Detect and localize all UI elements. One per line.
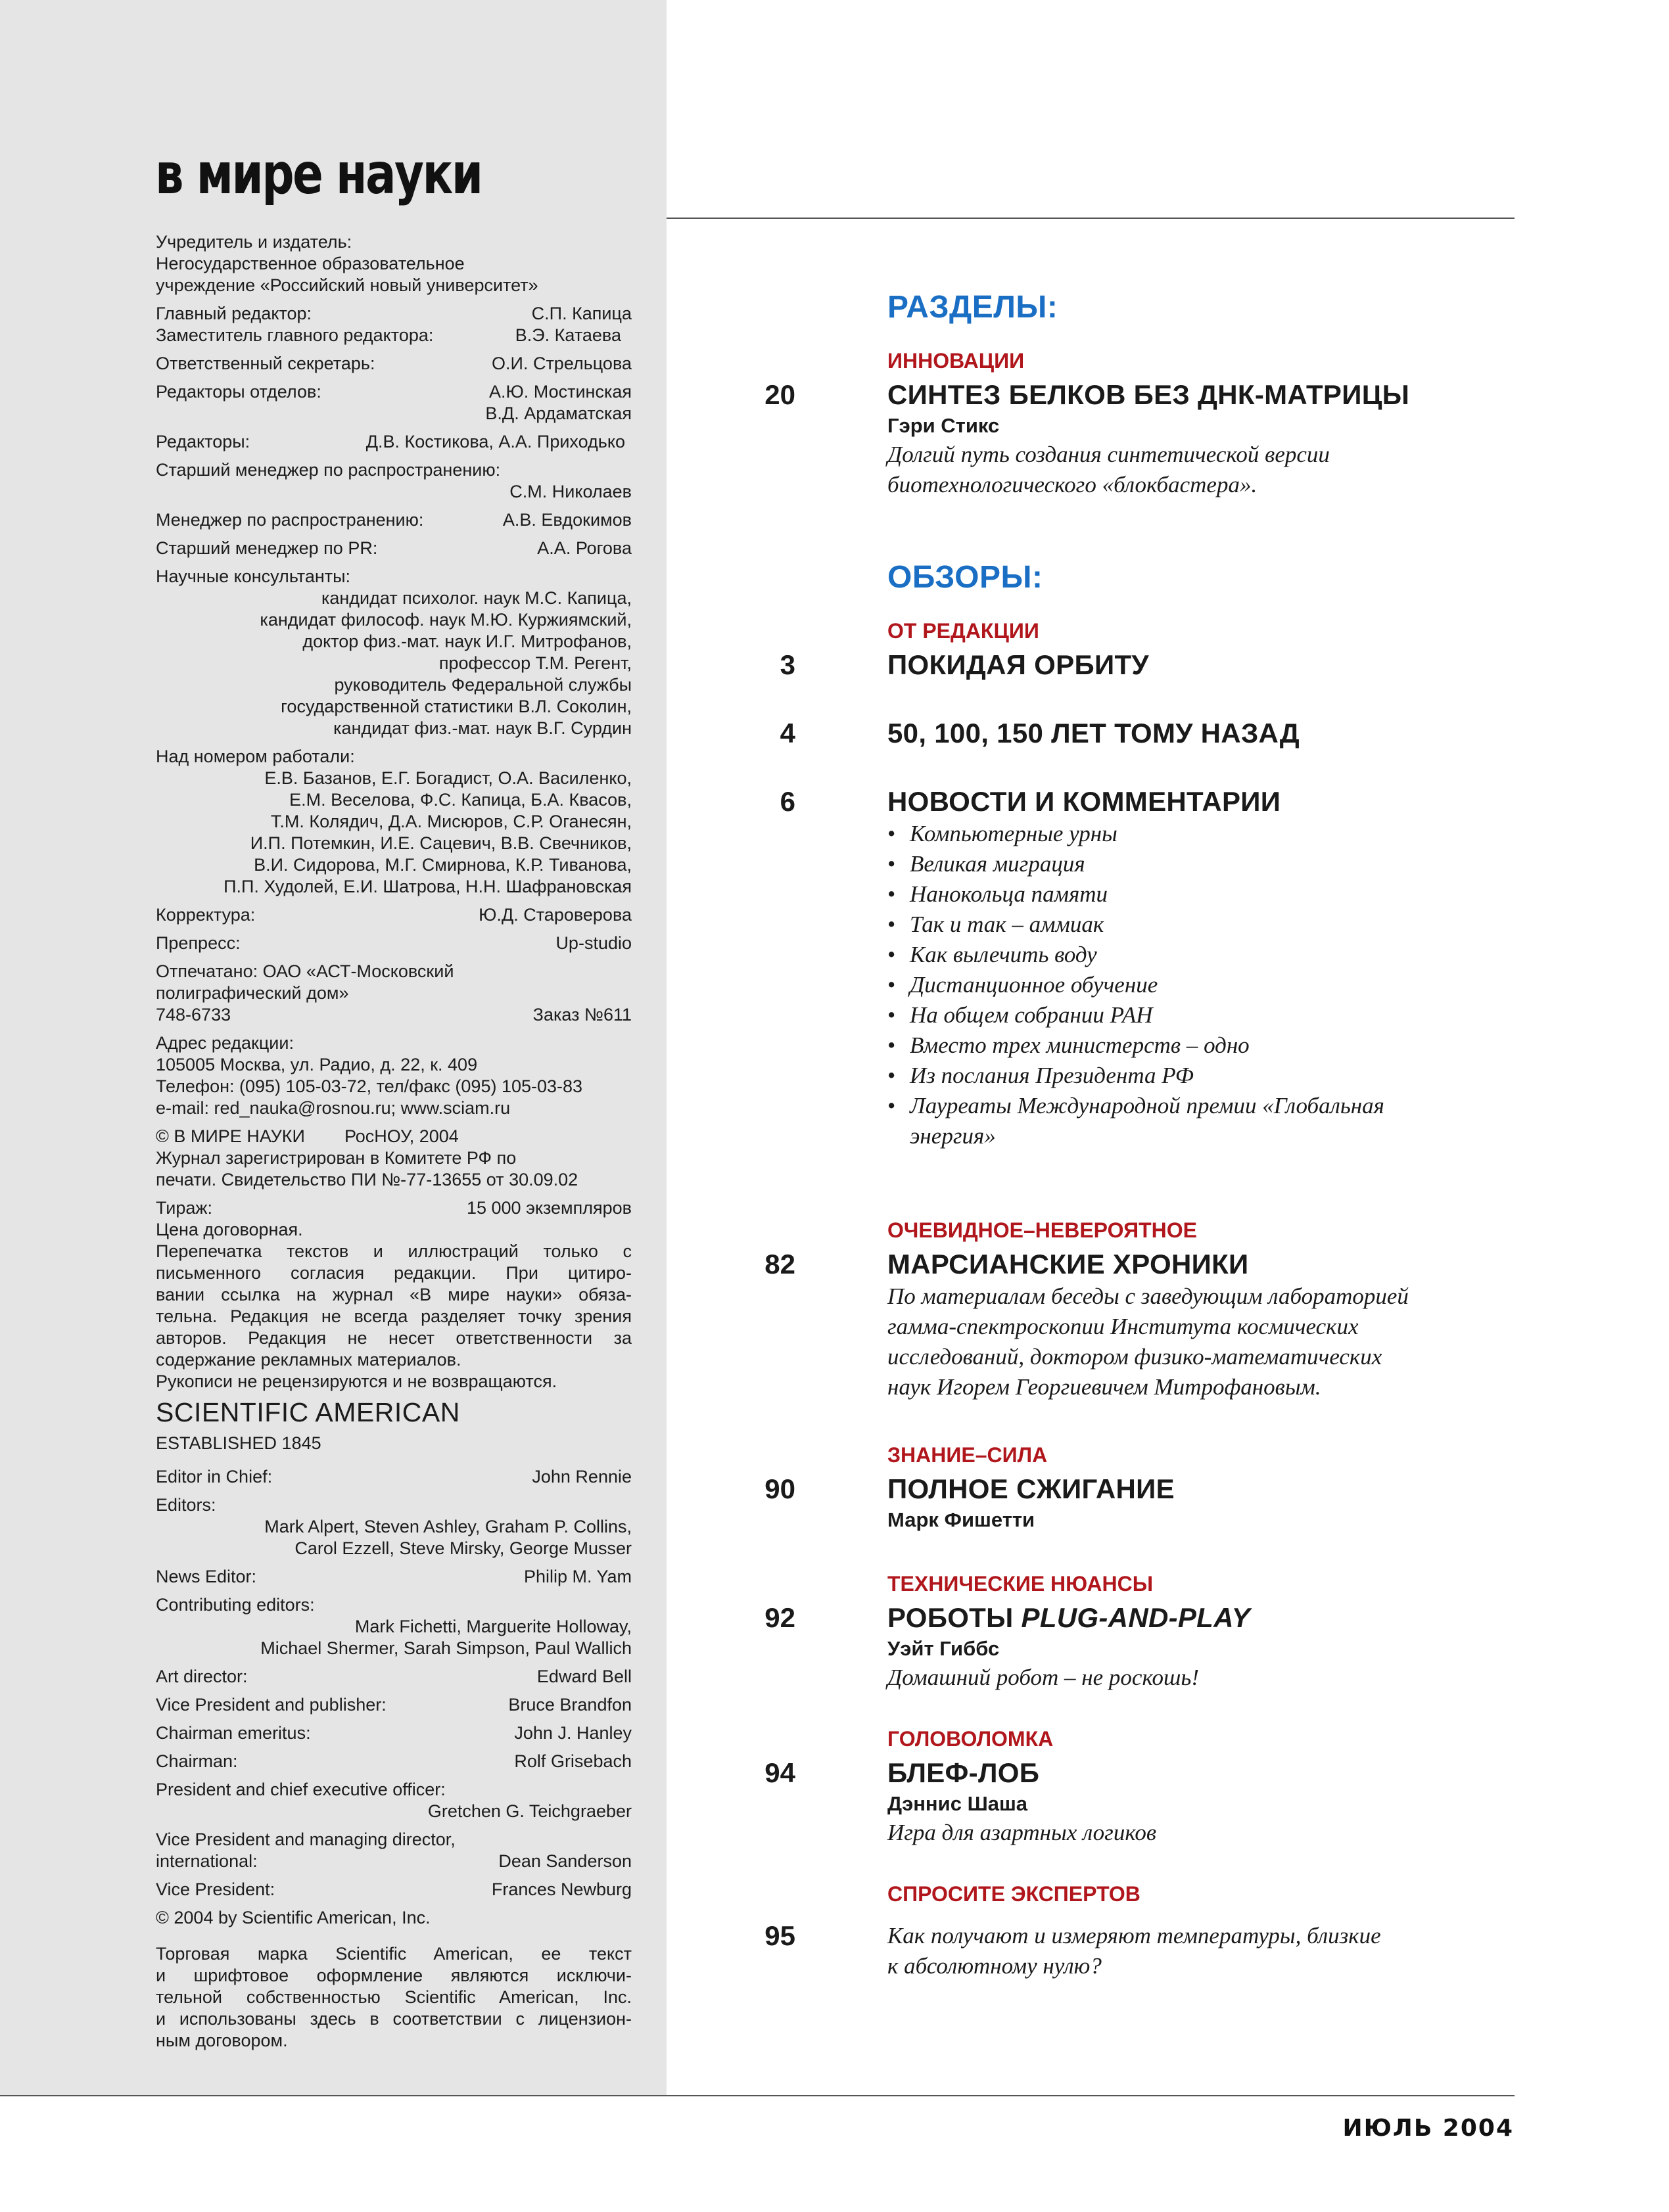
sa-news-row: News Editor: Philip M. Yam xyxy=(156,1567,632,1586)
news-item[interactable]: • Компьютерные урны xyxy=(887,819,1486,849)
article-author: Дэннис Шаша xyxy=(887,1792,1028,1815)
copyright-row: © В МИРЕ НАУКИ РосНОУ, 2004 xyxy=(156,1126,459,1146)
sa-vpmd-row: international: Dean Sanderson xyxy=(156,1851,632,1871)
rubric: ОЧЕВИДНОЕ–НЕВЕРОЯТНОЕ xyxy=(887,1218,1197,1242)
page-number: 82 xyxy=(764,1249,795,1279)
sa-vp-pub-row: Vice President and publisher: Bruce Brandfon xyxy=(156,1695,632,1715)
sa-vpmd-label: Vice President and managing director, xyxy=(156,1830,456,1849)
issue-date: ИЮЛЬ 2004 xyxy=(1342,2115,1514,2142)
sa-contrib-line: Michael Shermer, Sarah Simpson, Paul Wallich xyxy=(260,1638,632,1658)
page-number: 90 xyxy=(764,1473,795,1504)
consultant-line: кандидат философ. наук М.Ю. Куржиямский, xyxy=(260,610,632,630)
dist-row: Менеджер по распространению: А.В. Евдокимов xyxy=(156,510,632,530)
printer-line: полиграфический дом» xyxy=(156,983,349,1003)
address-line: Адрес редакции: xyxy=(156,1033,294,1053)
magazine-logo: в мире науки xyxy=(155,141,482,207)
address-line: e-mail: red_nauka@rosnou.ru; www.sciam.ru xyxy=(156,1098,511,1118)
toc-entry-innovations[interactable] xyxy=(723,348,1486,500)
sa-eic-row: Editor in Chief: John Rennie xyxy=(156,1467,632,1486)
article-title: ПОЛНОЕ СЖИГАНИЕ xyxy=(887,1473,1175,1504)
article-desc: гамма-спектроскопии Института космических xyxy=(887,1314,1359,1339)
order-row: 748-6733 Заказ №611 xyxy=(156,1005,632,1025)
news-item[interactable]: • Из послания Президента РФ xyxy=(887,1061,1486,1091)
news-item[interactable]: • Вместо трех министерств – одно xyxy=(887,1030,1486,1061)
article-title: РОБОТЫ PLUG-AND-PLAY xyxy=(887,1602,1250,1633)
sa-ceo-name: Gretchen G. Teichgraeber xyxy=(427,1801,632,1821)
page-number: 6 xyxy=(780,786,795,817)
prepress-row: Препресс: Up-studio xyxy=(156,933,632,953)
founder-line: учреждение «Российский новый университет» xyxy=(156,275,538,295)
sa-copyright: © 2004 by Scientific American, Inc. xyxy=(156,1908,431,1927)
page-number: 95 xyxy=(764,1920,795,1951)
article-title: ПОКИДАЯ ОРБИТУ xyxy=(887,649,1149,680)
consultant-line: кандидат физ.-мат. наук В.Г. Сурдин xyxy=(333,718,632,738)
proof-row: Корректура: Ю.Д. Староверова xyxy=(156,905,632,925)
rubric: ГОЛОВОЛОМКА xyxy=(887,1727,1054,1751)
deputy-editor-row: Заместитель главного редактора: В.Э. Катаева xyxy=(156,325,621,345)
masthead-credits xyxy=(156,231,632,2052)
article-title: МАРСИАНСКИЕ ХРОНИКИ xyxy=(887,1249,1249,1279)
reviews-heading: ОБЗОРЫ: xyxy=(887,560,1043,595)
sa-editors-label: Editors: xyxy=(156,1495,216,1515)
trademark-notice: Торговая марка Scientific American, ее текст и шрифтовое оформление являются исключи- тельной собственностью Scientific American, Inc. и использованы здесь в соответствии с лицензион- ным договором. xyxy=(156,1944,632,2050)
circulation-row: Тираж: 15 000 экземпляров xyxy=(156,1198,632,1218)
founder-line: Негосударственное образовательное xyxy=(156,254,465,273)
article-desc: Домашний робот – не роскошь! xyxy=(887,1665,1199,1690)
news-item[interactable]: • Великая миграция xyxy=(887,849,1486,879)
toc-entry-combustion[interactable] xyxy=(723,1442,1486,1534)
rubric: ЗНАНИЕ–СИЛА xyxy=(887,1443,1048,1467)
bottom-rule xyxy=(0,2095,1515,2096)
rubric: СПРОСИТЕ ЭКСПЕРТОВ xyxy=(887,1882,1140,1906)
sa-editors-line: Mark Alpert, Steven Ashley, Graham P. Collins, xyxy=(264,1517,632,1536)
article-desc: наук Игорем Георгиевичем Митрофановым. xyxy=(887,1374,1321,1400)
page-number: 94 xyxy=(764,1757,795,1788)
worked-line: Е.В. Базанов, Е.Г. Богадист, О.А. Василенко, xyxy=(264,768,632,788)
news-item[interactable]: • На общем собрании РАН xyxy=(887,1000,1486,1030)
page-number: 20 xyxy=(764,379,795,410)
news-item[interactable]: • Лауреаты Международной премии «Глобальная энергия» xyxy=(887,1091,1475,1151)
sections-heading: РАЗДЕЛЫ: xyxy=(887,290,1058,325)
worked-line: И.П. Потемкин, И.Е. Сацевич, В.В. Свечников, xyxy=(250,833,632,853)
worked-label: Над номером работали: xyxy=(156,747,355,766)
pr-row: Старший менеджер по PR: А.А. Рогова xyxy=(156,538,632,558)
price-line: Цена договорная. xyxy=(156,1220,303,1239)
toc-entry-robots[interactable] xyxy=(723,1571,1486,1693)
article-desc: исследований, доктором физико-математических xyxy=(887,1344,1382,1370)
dept-editor-line: В.Д. Ардаматская xyxy=(485,403,632,423)
sa-established: ESTABLISHED 1845 xyxy=(156,1433,321,1453)
consultant-line: руководитель Федеральной службы xyxy=(334,675,632,695)
page-number: 92 xyxy=(764,1602,795,1633)
news-list xyxy=(887,819,1486,1151)
article-desc: По материалам беседы с заведующим лабораторией xyxy=(887,1283,1409,1309)
sa-chair-row: Chairman: Rolf Grisebach xyxy=(156,1751,632,1771)
consultant-line: государственной статистики В.Л. Соколин, xyxy=(281,697,632,716)
article-title: 50, 100, 150 ЛЕТ ТОМУ НАЗАД xyxy=(887,718,1300,749)
manuscripts-line: Рукописи не рецензируются и не возвращаются. xyxy=(156,1371,557,1391)
article-author: Гэри Стикс xyxy=(887,414,1000,437)
worked-line: Т.М. Колядич, Д.А. Мисюров, С.Р. Оганесян, xyxy=(270,812,632,831)
consultant-line: доктор физ.-мат. наук И.Г. Митрофанов, xyxy=(302,632,632,651)
news-item[interactable]: • Дистанционное обучение xyxy=(887,970,1486,1000)
news-item[interactable]: • Как вылечить воду xyxy=(887,940,1486,970)
consultant-line: профессор Т.М. Регент, xyxy=(438,653,632,673)
registration-line: печати. Свидетельство ПИ №-77-13655 от 30.09.02 xyxy=(156,1170,578,1189)
senior-dist-name: С.М. Николаев xyxy=(509,482,632,501)
sa-ceo-label: President and chief executive officer: xyxy=(156,1780,446,1799)
sa-vp-row: Vice President: Frances Newburg xyxy=(156,1879,632,1899)
rubric: ИННОВАЦИИ xyxy=(887,349,1025,373)
founder-label: Учредитель и издатель: xyxy=(156,232,352,252)
article-title: СИНТЕЗ БЕЛКОВ БЕЗ ДНК-МАТРИЦЫ xyxy=(887,379,1410,410)
news-item[interactable]: • Так и так – аммиак xyxy=(887,910,1486,940)
address-line: 105005 Москва, ул. Радио, д. 22, к. 409 xyxy=(156,1055,478,1074)
toc-entry-years[interactable] xyxy=(723,716,1486,750)
sa-contrib-label: Contributing editors: xyxy=(156,1595,315,1615)
sa-contrib-line: Mark Fichetti, Marguerite Holloway, xyxy=(354,1617,632,1636)
page-number: 3 xyxy=(780,649,795,680)
table-of-contents xyxy=(723,289,1486,1981)
worked-line: Е.М. Веселова, Ф.С. Капица, Б.А. Квасов, xyxy=(289,790,632,810)
consultant-line: кандидат психолог. наук М.С. Капица, xyxy=(321,588,632,608)
article-author: Марк Фишетти xyxy=(887,1508,1035,1531)
article-desc: Игра для азартных логиков xyxy=(887,1820,1157,1845)
news-item[interactable]: • Нанокольца памяти xyxy=(887,879,1486,910)
toc-entry-martian[interactable] xyxy=(723,1217,1486,1402)
article-desc: Долгий путь создания синтетической версии xyxy=(887,442,1330,467)
article-desc: биотехнологического «блокбастера». xyxy=(887,472,1258,497)
toc-entry-experts[interactable] xyxy=(723,1881,1486,1981)
page-number: 4 xyxy=(780,718,795,749)
article-desc: к абсолютному нулю? xyxy=(887,1953,1102,1979)
toc-entry-news[interactable] xyxy=(723,785,1486,1151)
article-desc: Как получают и измеряют температуры, близкие xyxy=(887,1923,1381,1948)
toc-entry-editorial[interactable] xyxy=(723,618,1486,682)
secretary-row: Ответственный секретарь: О.И. Стрельцова xyxy=(156,354,632,373)
worked-line: П.П. Худолей, Е.И. Шатрова, Н.Н. Шафрановская xyxy=(223,877,632,896)
article-author: Уэйт Гиббс xyxy=(887,1637,1000,1660)
sa-title: SCIENTIFIC AMERICAN xyxy=(156,1397,460,1427)
address-line: Телефон: (095) 105-03-72, тел/факс (095) 105-03-83 xyxy=(156,1076,583,1096)
toc-entry-puzzle[interactable] xyxy=(723,1726,1486,1848)
registration-line: Журнал зарегистрирован в Комитете РФ по xyxy=(156,1148,517,1168)
dept-editors-row: Редакторы отделов: А.Ю. Мостинская xyxy=(156,382,632,402)
sa-chair-emeritus-row: Chairman emeritus: John J. Hanley xyxy=(156,1723,632,1743)
rubric: ОТ РЕДАКЦИИ xyxy=(887,619,1039,643)
chief-editor-row: Главный редактор: С.П. Капица xyxy=(156,304,632,323)
reprint-notice: Перепечатка текстов и иллюстраций только с письменного согласия редакции. При цитиро- вании ссылка на журнал «В мире науки» обяза- тельна. Редакция не всегда разделяет точку зрения авторов. Редакция не несет ответственности за содержание рекламных материалов. xyxy=(156,1241,632,1370)
senior-dist-label: Старший менеджер по распространению: xyxy=(156,460,501,480)
sa-editors-line: Carol Ezzell, Steve Mirsky, George Musser xyxy=(294,1538,632,1558)
consultants-label: Научные консультанты: xyxy=(156,566,351,586)
worked-line: В.И. Сидорова, М.Г. Смирнова, К.Р. Тиванова, xyxy=(254,855,632,875)
rubric: ТЕХНИЧЕСКИЕ НЮАНСЫ xyxy=(887,1572,1154,1596)
top-rule xyxy=(667,218,1515,219)
printer-line: Отпечатано: ОАО «АСТ-Московский xyxy=(156,961,454,981)
article-title: БЛЕФ-ЛОБ xyxy=(887,1757,1040,1788)
article-title: НОВОСТИ И КОММЕНТАРИИ xyxy=(887,786,1281,817)
sa-art-row: Art director: Edward Bell xyxy=(156,1667,632,1686)
editors-row: Редакторы: Д.В. Костикова, А.А. Приходько xyxy=(156,432,625,451)
